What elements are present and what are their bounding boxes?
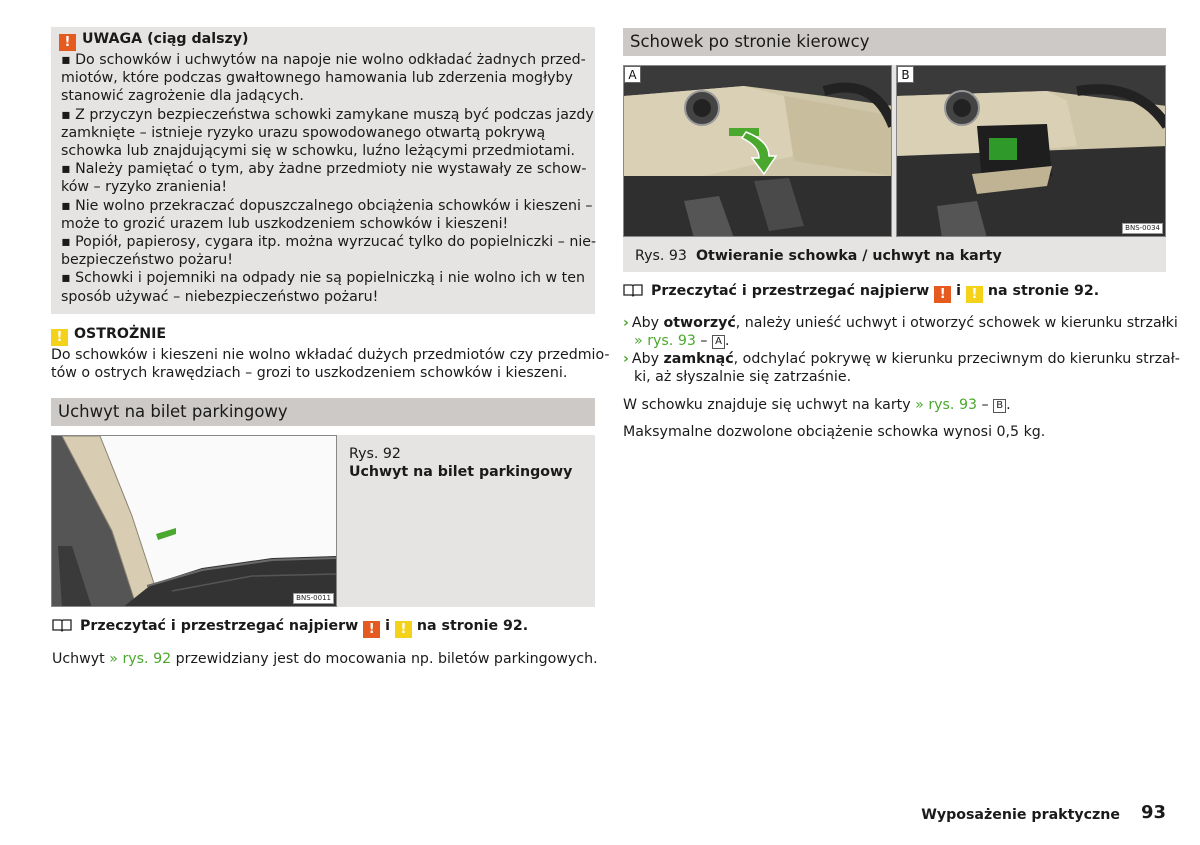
warning-line: ▪ Popiół, papierosy, cygara itp. można wyrzucać tylko do popielniczki – nie- <box>61 234 597 251</box>
warning-title <box>59 30 585 51</box>
para-text: – <box>977 397 994 413</box>
warning-line: ▪ Do schowków i uchwytów na napoje nie wolno odkładać żadnych przed- <box>61 52 586 68</box>
read-ref-text: Przeczytać i przestrzegać najpierw <box>80 618 359 634</box>
figure-92-number: Rys. 92 <box>349 446 401 462</box>
book-icon <box>623 283 643 297</box>
section-heading-parking: Uchwyt na bilet parkingowy <box>51 398 595 426</box>
read-reference-right <box>623 282 1099 303</box>
warning-line: ▪ Nie wolno przekraczać dopuszczalnego obciążenia schowków i kieszeni – <box>61 197 593 214</box>
figure-code: BNS-0011 <box>293 593 334 604</box>
step-keyword: zamknąć <box>663 351 734 367</box>
step-close-line2: ki, aż słyszalnie się zatrzaśnie. <box>634 369 852 385</box>
figure-link[interactable]: » rys. 93 <box>634 333 696 349</box>
figure-link[interactable]: » rys. 93 <box>915 397 978 413</box>
warning-line: miotów, które podczas gwałtownego hamowania lub zderzenia mogłyby <box>61 70 573 87</box>
para-text: przewidziany jest do mocowania np. biletów parkingowych. <box>171 651 598 667</box>
caution-icon: ! <box>51 329 68 346</box>
card-holder-illustration <box>897 66 1166 237</box>
step-text: , należy unieść uchwyt i otworzyć schowek w kierunku strzałki <box>735 315 1178 331</box>
glovebox-open-illustration <box>624 66 892 237</box>
figure-92-photo <box>51 435 337 607</box>
warning-line: może to grozić urazem lub uszkodzeniem schowków i kieszeni! <box>61 215 509 232</box>
parking-ticket-holder-illustration <box>52 436 337 607</box>
step-keyword: otworzyć <box>663 315 736 331</box>
warning-line: zamknięte – istnieje ryzyko urazu spowodowanego otwartą pokrywą <box>61 124 546 141</box>
read-ref-and: i <box>385 618 390 634</box>
step-text: Aby <box>631 351 664 367</box>
step-text: , odchylać pokrywę w kierunku przeciwnym do kierunku strzał- <box>733 351 1180 367</box>
para-text: Uchwyt <box>52 651 110 667</box>
read-reference-left <box>52 617 528 638</box>
figure-93-caption <box>635 247 1002 265</box>
chevron-right-icon: › <box>623 351 629 367</box>
warning-icon: ! <box>59 34 76 51</box>
warning-line: ▪ Schowki i pojemniki na odpady nie są popielniczką i nie wolno ich w ten <box>61 270 585 287</box>
key-b: B <box>993 399 1006 413</box>
warning-line: ▪ Należy pamiętać o tym, aby żadne przedmioty nie wystawały ze schow- <box>61 161 587 178</box>
warning-title-text: UWAGA (ciąg dalszy) <box>82 31 249 47</box>
caution-title <box>51 325 595 346</box>
figure-93-number: Rys. 93 <box>635 248 687 264</box>
chapter-title: Wyposażenie praktyczne <box>921 807 1120 823</box>
figure-link[interactable]: » rys. 92 <box>109 651 172 667</box>
warning-line: schowka lub znajdującymi się w schowku, luźno leżącymi przedmiotami. <box>61 143 576 160</box>
figure-code: BNS-0034 <box>1122 223 1163 234</box>
step-text: . <box>725 333 730 349</box>
para-text: . <box>1006 397 1011 413</box>
caution-title-text: OSTROŻNIE <box>74 326 167 342</box>
figure-93-panel-b <box>896 65 1166 237</box>
caution-line: tów o ostrych krawędziach – grozi to uszkodzeniem schowków i kieszeni. <box>51 365 568 382</box>
parking-paragraph <box>52 650 598 668</box>
warning-line: bezpieczeństwo pożaru! <box>61 252 233 269</box>
warning-icon: ! <box>363 621 380 638</box>
panel-label-b: B <box>897 66 914 83</box>
figure-93 <box>623 65 1166 272</box>
warning-line: ków – ryzyko zranienia! <box>61 179 228 196</box>
warning-icon: ! <box>934 286 951 303</box>
figure-92 <box>51 435 595 607</box>
figure-93-title: Otwieranie schowka / uchwyt na karty <box>695 248 1002 264</box>
caution-line: Do schowków i kieszeni nie wolno wkładać dużych przedmiotów czy przedmio- <box>51 347 610 363</box>
max-load-paragraph: Maksymalne dozwolone obciążenie schowka wynosi 0,5 kg. <box>623 424 1046 440</box>
figure-93-panel-a <box>623 65 892 237</box>
warning-line: ▪ Z przyczyn bezpieczeństwa schowki zamykane muszą być podczas jazdy <box>61 106 594 123</box>
para-text: W schowku znajduje się uchwyt na karty <box>623 397 916 413</box>
page-number: 93 <box>1140 802 1166 823</box>
book-icon <box>52 618 72 632</box>
chevron-right-icon: › <box>623 315 629 331</box>
figure-92-title: Uchwyt na bilet parkingowy <box>349 464 573 480</box>
key-a: A <box>712 335 725 349</box>
card-holder-paragraph <box>623 396 1011 414</box>
warning-line: stanowić zagrożenie dla jadących. <box>61 88 304 105</box>
step-close <box>623 350 1180 368</box>
warning-box <box>51 27 595 314</box>
step-text: Aby <box>631 315 664 331</box>
caution-icon: ! <box>966 286 983 303</box>
warning-line: sposób używać – niebezpieczeństwo pożaru! <box>61 288 379 305</box>
read-ref-page: na stronie 92. <box>416 618 529 634</box>
panel-label-a: A <box>624 66 641 83</box>
read-ref-and: i <box>956 283 961 299</box>
caution-icon: ! <box>395 621 412 638</box>
step-text: – <box>695 333 713 349</box>
caution-block <box>51 325 610 382</box>
step-open-line2 <box>634 332 730 350</box>
section-heading-glovebox: Schowek po stronie kierowcy <box>623 28 1166 56</box>
step-open <box>623 314 1178 332</box>
read-ref-page: na stronie 92. <box>987 283 1100 299</box>
read-ref-text: Przeczytać i przestrzegać najpierw <box>651 283 930 299</box>
